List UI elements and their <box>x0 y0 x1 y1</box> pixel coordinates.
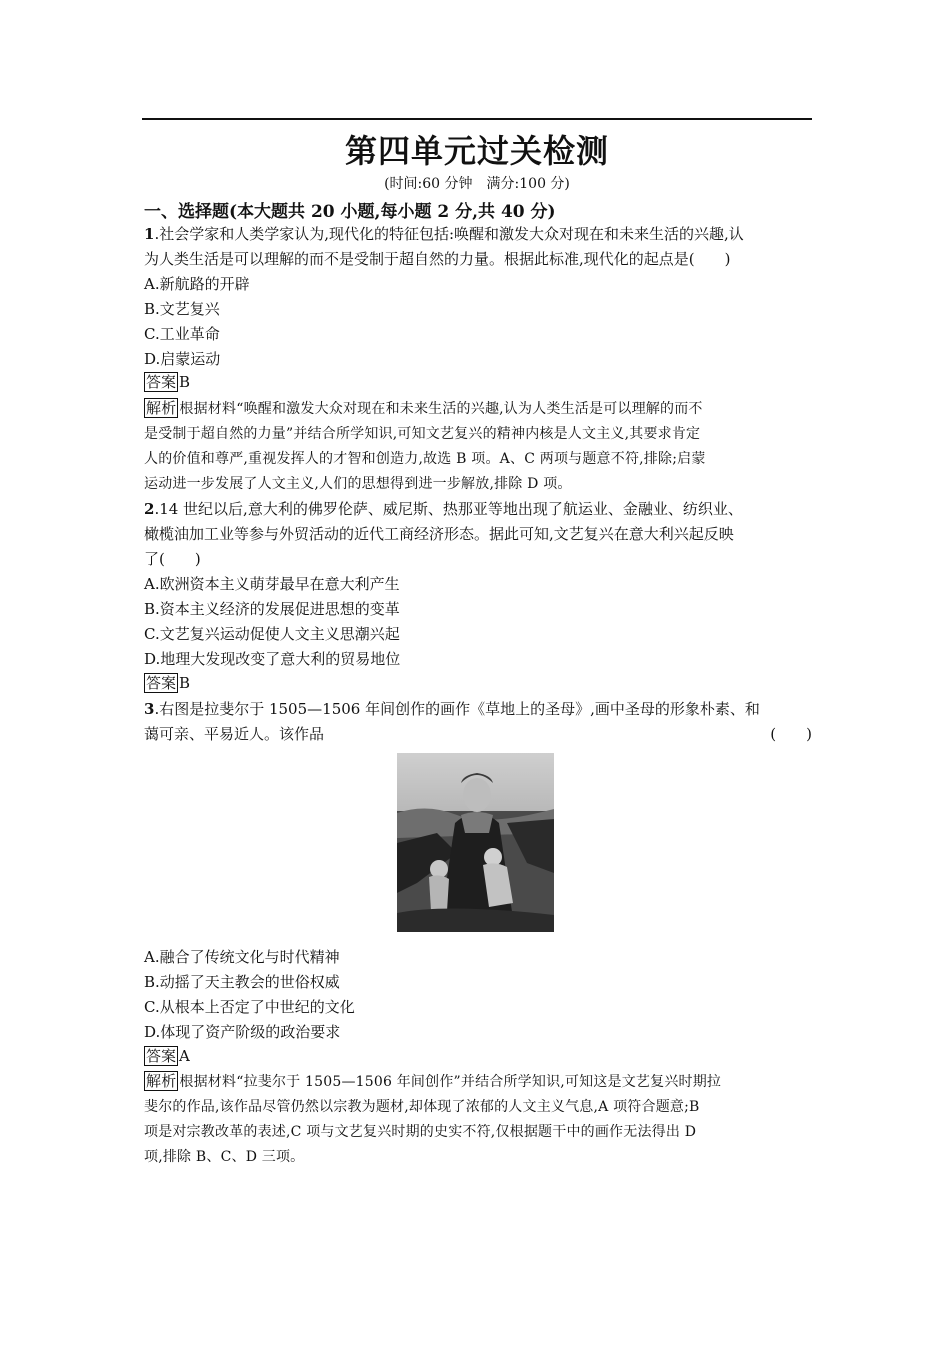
analysis-label: 解析 <box>146 1072 177 1090</box>
q1-option-c: C.工业革命 <box>144 325 220 343</box>
q1-option-b: B.文艺复兴 <box>144 300 220 318</box>
q1-answer <box>144 372 190 392</box>
q2-number: 2 <box>144 500 155 518</box>
q3-option-d: D.体现了资产阶级的政治要求 <box>144 1023 341 1041</box>
q1-stem-line2: 为人类生活是可以理解的而不是受制于超自然的力量。根据此标准,现代化的起点是( ) <box>144 250 731 268</box>
page-title: 第四单元过关检测 <box>344 132 609 170</box>
q2-answer-value: B <box>179 674 191 692</box>
q1-number: 1 <box>144 225 155 243</box>
q1-answer-value: B <box>179 373 191 391</box>
q3-analysis-line3: 项是对宗教改革的表述,C 项与文艺复兴时期的史实不符,仅根据题干中的画作无法得出 D <box>144 1124 697 1140</box>
q3-analysis-line4: 项,排除 B、C、D 三项。 <box>144 1149 305 1165</box>
q2-option-b: B.资本主义经济的发展促进思想的变革 <box>144 600 400 618</box>
section-heading: 一、选择题(本大题共 20 小题,每小题 2 分,共 40 分) <box>144 202 556 222</box>
analysis-label: 解析 <box>146 399 177 417</box>
q3-analysis-line2: 斐尔的作品,该作品尽管仍然以宗教为题材,却体现了浓郁的人文主义气息,A 项符合题意;B <box>144 1099 700 1115</box>
q2-stem-line2: 橄榄油加工业等参与外贸活动的近代工商经济形态。据此可知,文艺复兴在意大利兴起反映 <box>144 525 734 543</box>
q1-stem-line1: 1.社会学家和人类学家认为,现代化的特征包括:唤醒和激发大众对现在和未来生活的兴趣,认 <box>144 225 744 243</box>
q1-analysis-line4: 运动进一步发展了人文主义,人们的思想得到进一步解放,排除 D 项。 <box>144 476 572 492</box>
q2-answer <box>144 673 190 693</box>
q3-option-c: C.从根本上否定了中世纪的文化 <box>144 998 355 1016</box>
q1-option-d: D.启蒙运动 <box>144 350 221 368</box>
q3-answer-value: A <box>179 1047 190 1065</box>
q3-stem-line1: 3.右图是拉斐尔于 1505—1506 年间创作的画作《草地上的圣母》,画中圣母的形象朴素、和 <box>144 700 760 718</box>
madonna-painting-image <box>397 753 554 932</box>
q1-option-a: A.新航路的开辟 <box>144 275 250 293</box>
answer-label: 答案 <box>146 1047 177 1065</box>
q1-analysis-line2: 是受制于超自然的力量”并结合所学知识,可知文艺复兴的精神内核是人文主义,其要求肯定 <box>144 426 701 442</box>
q3-answer <box>144 1046 190 1066</box>
answer-label: 答案 <box>146 674 177 692</box>
q1-analysis-line1: 解析 根据材料“唤醒和激发大众对现在和未来生活的兴趣,认为人类生活是可以理解的而不 <box>146 399 703 417</box>
q2-option-d: D.地理大发现改变了意大利的贸易地位 <box>144 650 401 668</box>
q3-option-a: A.融合了传统文化与时代精神 <box>144 948 340 966</box>
q2-stem-line1: 2.14 世纪以后,意大利的佛罗伦萨、威尼斯、热那亚等地出现了航运业、金融业、纺织业、 <box>144 500 743 518</box>
q2-stem-line3: 了( ) <box>144 550 201 568</box>
exam-meta: (时间:60 分钟 满分:100 分) <box>384 176 570 192</box>
q1-analysis-line3: 人的价值和尊严,重视发挥人的才智和创造力,故选 B 项。A、C 两项与题意不符,排除;启蒙 <box>144 451 706 467</box>
top-rule <box>142 118 812 120</box>
answer-label: 答案 <box>146 373 177 391</box>
q3-stem-line2: 蔼可亲、平易近人。该作品 ( ) <box>144 725 812 743</box>
q3-answer-paren: ( ) <box>770 725 812 743</box>
q2-option-c: C.文艺复兴运动促使人文主义思潮兴起 <box>144 625 400 643</box>
q3-analysis-line1: 解析 根据材料“拉斐尔于 1505—1506 年间创作”并结合所学知识,可知这是文艺复兴时期拉 <box>146 1072 722 1090</box>
q3-option-b: B.动摇了天主教会的世俗权威 <box>144 973 340 991</box>
q2-option-a: A.欧洲资本主义萌芽最早在意大利产生 <box>144 575 400 593</box>
q3-number: 3 <box>144 700 155 718</box>
